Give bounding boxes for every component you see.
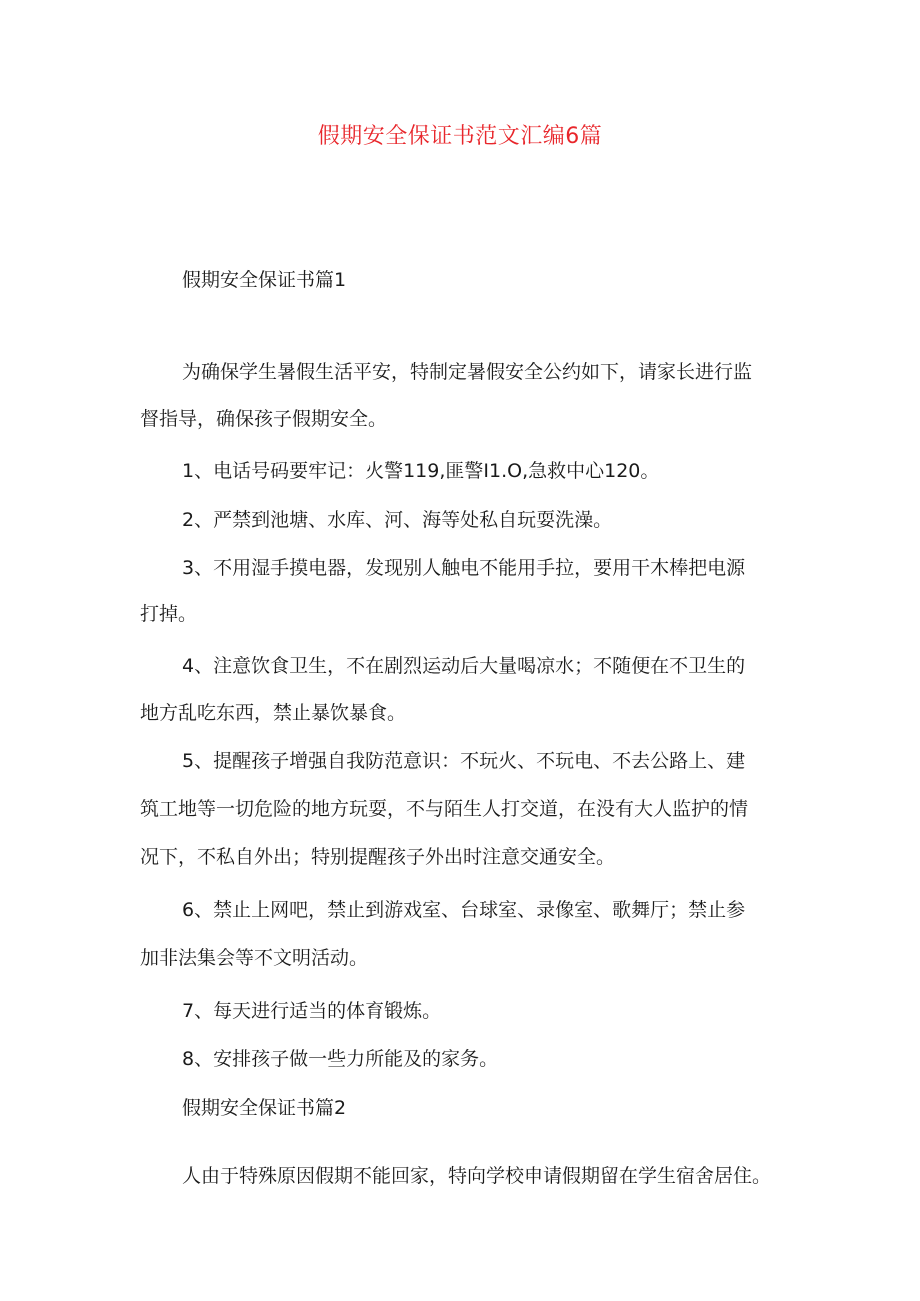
list-item: 7、每天进行适当的体育锻炼。 — [182, 1000, 442, 1022]
list-item: 5、提醒孩子增强自我防范意识：不玩火、不玩电、不去公路上、建 — [182, 750, 746, 772]
paragraph-line: 筑工地等一切危险的地方玩耍，不与陌生人打交道，在没有大人监护的情 — [140, 798, 749, 820]
paragraph-line: 人由于特殊原因假期不能回家，特向学校申请假期留在学生宿舍居住。 — [182, 1165, 772, 1187]
paragraph-line: 督指导，确保孩子假期安全。 — [140, 408, 388, 430]
list-item: 3、不用湿手摸电器，发现别人触电不能用手拉，要用干木棒把电源 — [182, 557, 746, 579]
list-item: 4、注意饮食卫生，不在剧烈运动后大量喝凉水；不随便在不卫生的 — [182, 655, 746, 677]
section-heading: 假期安全保证书篇1 — [182, 269, 347, 291]
list-item: 1、电话号码要牢记：火警119,匪警I1.O,急救中心120。 — [182, 460, 660, 482]
list-item: 8、安排孩子做一些力所能及的家务。 — [182, 1048, 499, 1070]
paragraph-line: 打掉。 — [140, 603, 198, 625]
paragraph-line: 为确保学生暑假生活平安，特制定暑假安全公约如下，请家长进行监 — [182, 361, 753, 383]
paragraph-line: 加非法集会等不文明活动。 — [140, 947, 369, 969]
paragraph-line: 况下，不私自外出；特别提醒孩子外出时注意交通安全。 — [140, 846, 616, 868]
section-heading: 假期安全保证书篇2 — [182, 1097, 347, 1119]
list-item: 2、严禁到池塘、水库、河、海等处私自玩耍洗澡。 — [182, 509, 613, 531]
document-title: 假期安全保证书范文汇编6篇 — [317, 124, 603, 149]
paragraph-line: 地方乱吃东西，禁止暴饮暴食。 — [140, 702, 407, 724]
list-item: 6、禁止上网吧，禁止到游戏室、台球室、录像室、歌舞厅；禁止参 — [182, 899, 746, 921]
